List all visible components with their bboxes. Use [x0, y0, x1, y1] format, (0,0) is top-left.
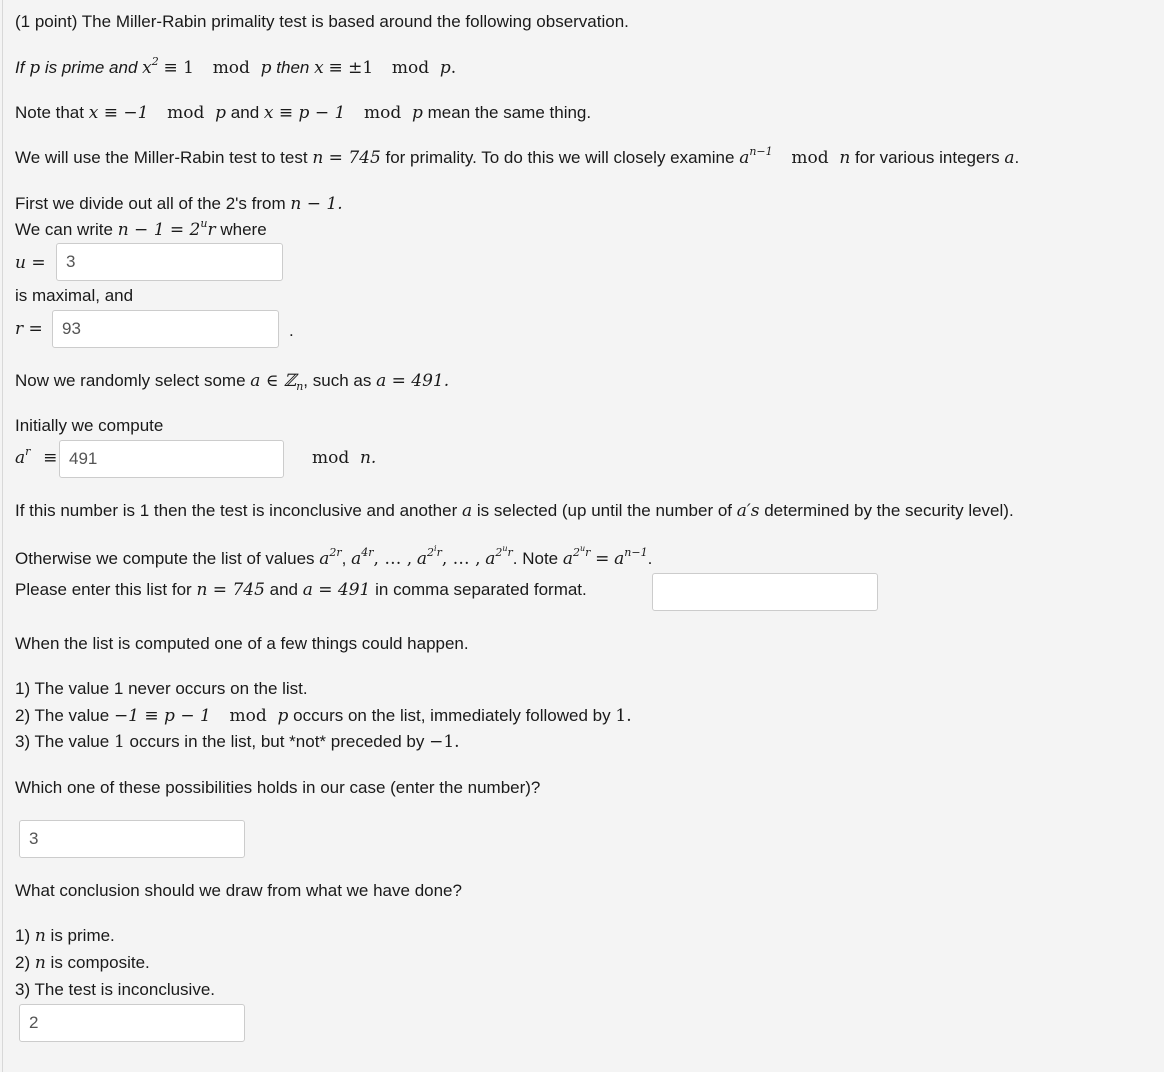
maximal-text: is maximal, and	[15, 286, 134, 305]
conclusion-option-2: 2) n is composite.	[15, 953, 150, 973]
conclusion-question: What conclusion should we draw from what we have done?	[15, 881, 462, 900]
list-input[interactable]	[652, 573, 878, 611]
happen-text: When the list is computed one of a few things could happen.	[15, 634, 469, 653]
r-input[interactable]	[52, 310, 279, 348]
conclusion-input[interactable]	[19, 1004, 245, 1042]
possibility-1: 1) The value 1 never occurs on the list.	[15, 679, 308, 698]
intro-sentence: The Miller-Rabin primality test is based around the following observation.	[81, 12, 629, 31]
divide-line-2: We can write $n - 1 = 2^ur$ where	[15, 217, 267, 240]
note-line: Note that x ≡ −1 mod p and x ≡ p − 1 mod p mean the same thing.	[15, 103, 592, 123]
problem-page	[2, 0, 1163, 1072]
which-question: Which one of these possibilities holds in our case (enter the number)?	[15, 778, 541, 797]
intro-line	[15, 11, 629, 33]
test-line: We will use the Miller-Rabin test to test n = 745 for primality. To do this we will closely examine $a^{n-1}$ mod n for various integers a.	[15, 145, 1020, 168]
list-line: Otherwise we compute the list of values $a^{2r}$, $a^{4r}$, … , $a^{2^ir}$, … , $a^{2^ur}$. Note $a^{2^ur} = a^{n-1}$.	[15, 544, 653, 569]
possibility-3: 3) The value 1 occurs in the list, but *not* preceded by −1.	[15, 732, 460, 752]
conclusion-option-1: 1) n is prime.	[15, 926, 115, 946]
u-input[interactable]	[56, 243, 283, 281]
u-label: u =	[15, 253, 46, 273]
inconclusive-line: If this number is 1 then the test is inconclusive and another a is selected (up until the number of a′s determined by the security level).	[15, 501, 1014, 521]
select-line: Now we randomly select some a ∈ ℤ$_n$, such as a = 491.	[15, 371, 450, 393]
a-to-r-input[interactable]	[59, 440, 284, 478]
a-to-r-label: $a^r$ ≡	[15, 445, 58, 468]
r-period: .	[289, 321, 294, 340]
r-label: r =	[15, 319, 43, 339]
observation-line: If p is prime and $x^2 \equiv 1$ mod p then x ≡ ±1 mod p.	[15, 55, 457, 78]
divide-line-1: First we divide out all of the 2's from n − 1.	[15, 194, 343, 214]
points-label: (1 point)	[15, 12, 78, 31]
compute-mod: mod n.	[312, 448, 377, 468]
enter-list-line: Please enter this list for n = 745 and a = 491 in comma separated format.	[15, 580, 587, 600]
compute-label: Initially we compute	[15, 416, 164, 435]
conclusion-option-3: 3) The test is inconclusive.	[15, 980, 215, 999]
possibility-2: 2) The value −1 ≡ p − 1 mod p occurs on the list, immediately followed by 1.	[15, 706, 632, 726]
which-input[interactable]	[19, 820, 245, 858]
